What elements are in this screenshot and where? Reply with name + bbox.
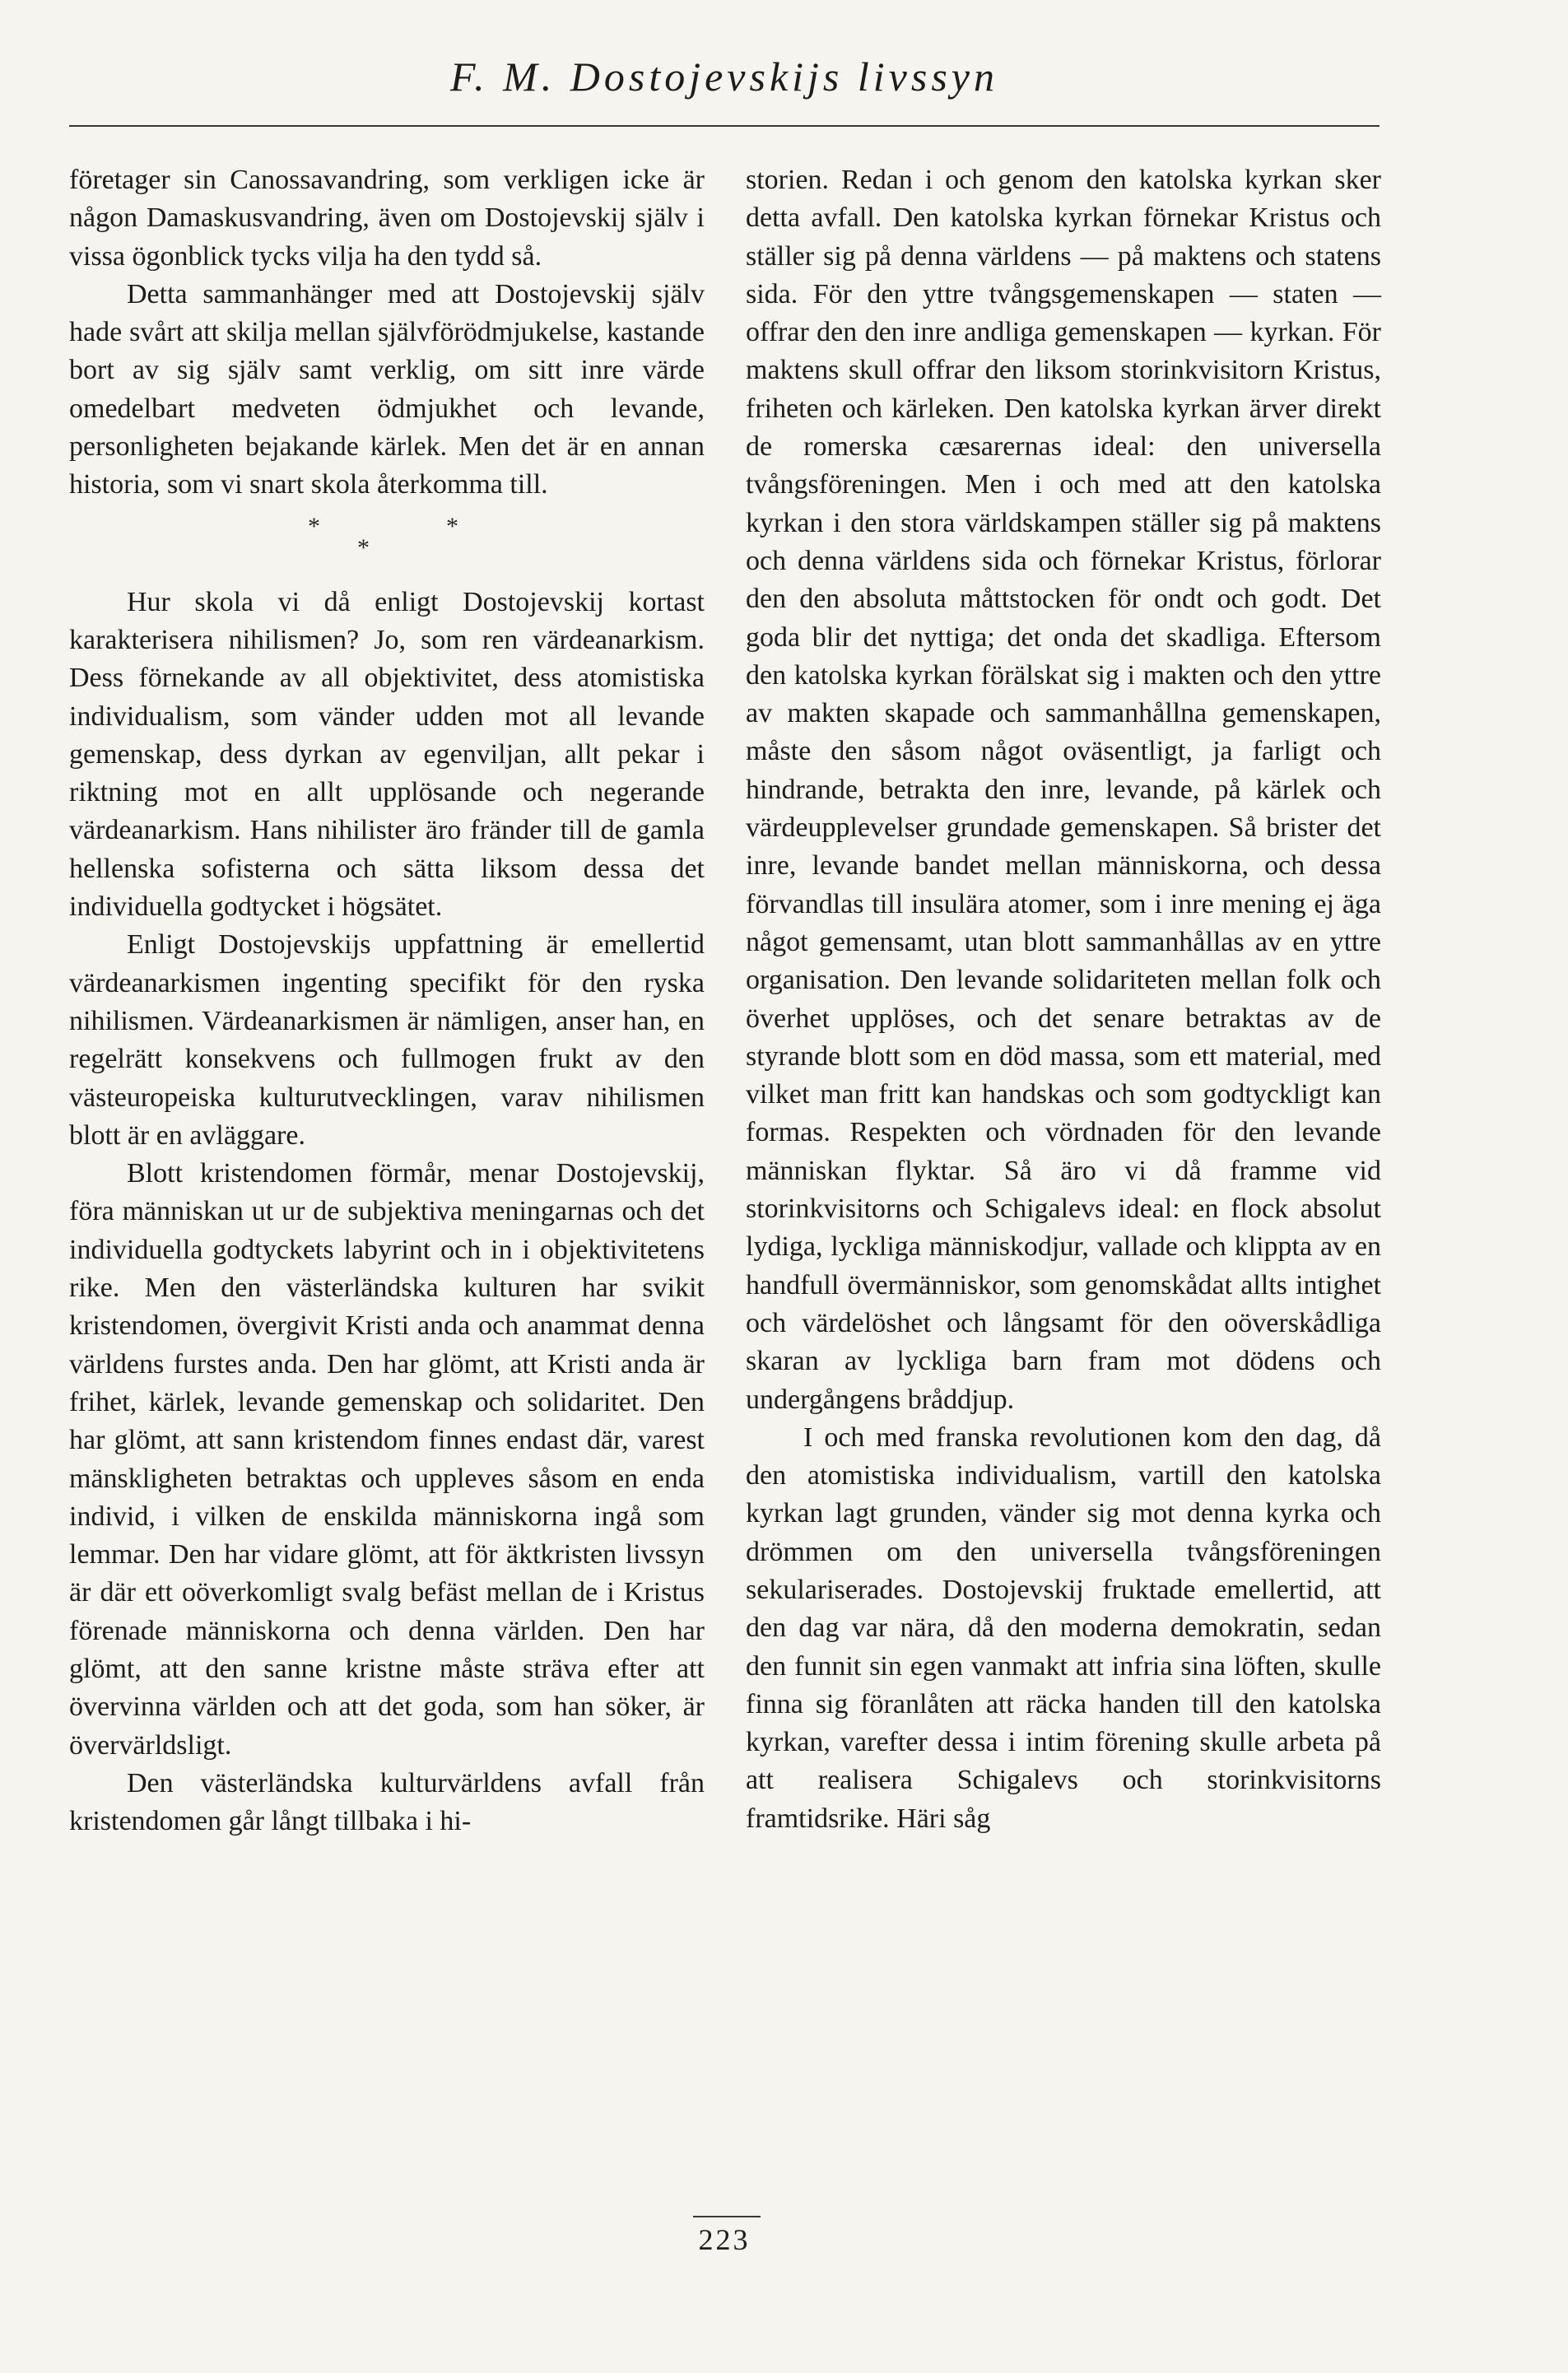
page-number: 223 <box>698 2223 751 2256</box>
paragraph: Enligt Dostojevskijs uppfattning är emellertid värdeanarkismen ingenting specifikt för den ryska nihilismen. Värdeanarkismen är nämligen, anser han, en regelrätt konsekvens och fullmogen frukt av den västeuropeiska kulturutvecklingen, varav nihilismen blott är en avläggare. <box>69 929 705 1151</box>
paragraph: företager sin Canossavandring, som verkligen icke är någon Damaskusvandring, även om Dostojevskij själv i vissa ögonblick tycks vilja ha den tydd så. <box>69 165 705 272</box>
paragraph: storien. Redan i och genom den katolska kyrkan sker detta avfall. Den katolska kyrkan förnekar Kristus och ställer sig på denna världens — på maktens och statens sida. För den yttre tvångsgemenskapen — staten — offrar den den inre andliga gemenskapen — kyrkan. För maktens skull offrar den liksom storinkvisitorn Kristus, friheten och kärleken. Den katolska kyrkan ärver direkt de romerska cæsarernas ideal: den universella tvångsföreningen. Men i och med att den katolska kyrkan i den stora världskampen ställer sig på maktens och denna världens sida och förnekar Kristus, förlorar den den absoluta måttstocken för ondt och godt. Det goda blir det nyttiga; det onda det skadliga. Eftersom den katolska kyrkan förälskat sig i makten och den yttre av makten skapade och sammanhållna gemenskapen, måste den såsom något oväsentligt, ja farligt och hindrande, betrakta den inre, levande, på kärlek och värdeupplevelser grundade gemenskapen. Så brister det inre, levande bandet mellan människorna, och dessa förvandlas till insulära atomer, som i inre mening ej äga något gemensamt, utan blott sammanhållas av en yttre organisation. Den levande solidariteten mellan folk och överhet upplöses, och det senare betraktas av de styrande blott som en död massa, som ett material, med vilket man fritt kan handskas och som godtyckligt kan formas. Respekten och vördnaden för den levande människan flyktar. Så äro vi då framme vid storinkvisitorns och Schigalevs ideal: en flock absolut lydiga, lyckliga människodjur, vallade och klippta av en handfull övermänniskor, som genomskådat allts intighet och värdelöshet och långsamt för den oöverskådliga skaran av lyckliga barn fram mot dödens och undergångens bråddjup. <box>746 165 1381 1415</box>
right-column <box>746 161 1381 1838</box>
paragraph: Den västerländska kulturvärldens avfall från kristendomen går långt tillbaka i hi- <box>69 1767 705 1837</box>
paragraph: I och med franska revolutionen kom den dag, då den atomistiska individualism, vartill den katolska kyrkan lagt grunden, vänder sig mot denna kyrka och drömmen om den universella tvångsföreningen sekulariserades. Dostojevskij fruktade emellertid, att den dag var nära, då den moderna demokratin, sedan den funnit sin egen vanmakt att infria sina löften, skulle finna sig föranlåten att räcka handen till den katolska kyrkan, varefter dessa i intim förening skulle arbeta på att realisera Schigalevs och storinkvisitorns framtidsrike. Häri såg <box>746 1421 1381 1834</box>
asterisk: * <box>308 512 320 540</box>
left-column <box>69 161 705 1840</box>
folio-rule <box>693 2216 761 2217</box>
paragraph: Detta sammanhänger med att Dostojevskij själv hade svårt att skilja mellan självförödmjukelse, kastande bort av sig själv samt verklig, om sitt inre värde omedelbart medveten ödmjukhet och levande, personligheten bejakande kärlek. Men det är en annan historia, som vi snart skola återkomma till. <box>69 278 705 500</box>
header-rule <box>69 125 1380 127</box>
asterisk: * <box>357 533 370 561</box>
paragraph: Hur skola vi då enligt Dostojevskij kortast karakterisera nihilismen? Jo, som ren värdeanarkism. Dess förnekande av all objektivitet, dess atomistiska individualism, som vänder udden mot all levande gemenskap, dess dyrkan av egenviljan, allt pekar i riktning mot en allt upplösande och negerande värdeanarkism. Hans nihilister äro fränder till de gamla hellenska sofisterna och sätta liksom dessa det individuella godtycket i högsätet. <box>69 586 705 923</box>
paragraph: Blott kristendomen förmår, menar Dostojevskij, föra människan ut ur de subjektiva meningarnas och det individuella godtyckets labyrint och in i objektivitetens rike. Men den västerländska kulturen har svikit kristendomen, övergivit Kristi anda och anammat denna världens furstes anda. Den har glömt, att Kristi anda är frihet, kärlek, levande gemenskap och solidaritet. Den har glömt, att sann kristendom finnes endast där, varest mänskligheten betraktas och uppleves såsom en enda individ, i vilken de enskilda människorna ingå som lemmar. Den har vidare glömt, att för äktkristen livssyn är där ett oöverkomligt svalg befäst mellan de i Kristus förenade människorna och denna världen. Den har glömt, att den sanne kristne måste sträva efter att övervinna världen och att det goda, som han söker, är övervärldsligt. <box>69 1158 705 1761</box>
running-title: F. M. Dostojevskijs livssyn <box>450 54 998 100</box>
asterisk: * <box>446 512 458 540</box>
section-break <box>69 508 705 584</box>
